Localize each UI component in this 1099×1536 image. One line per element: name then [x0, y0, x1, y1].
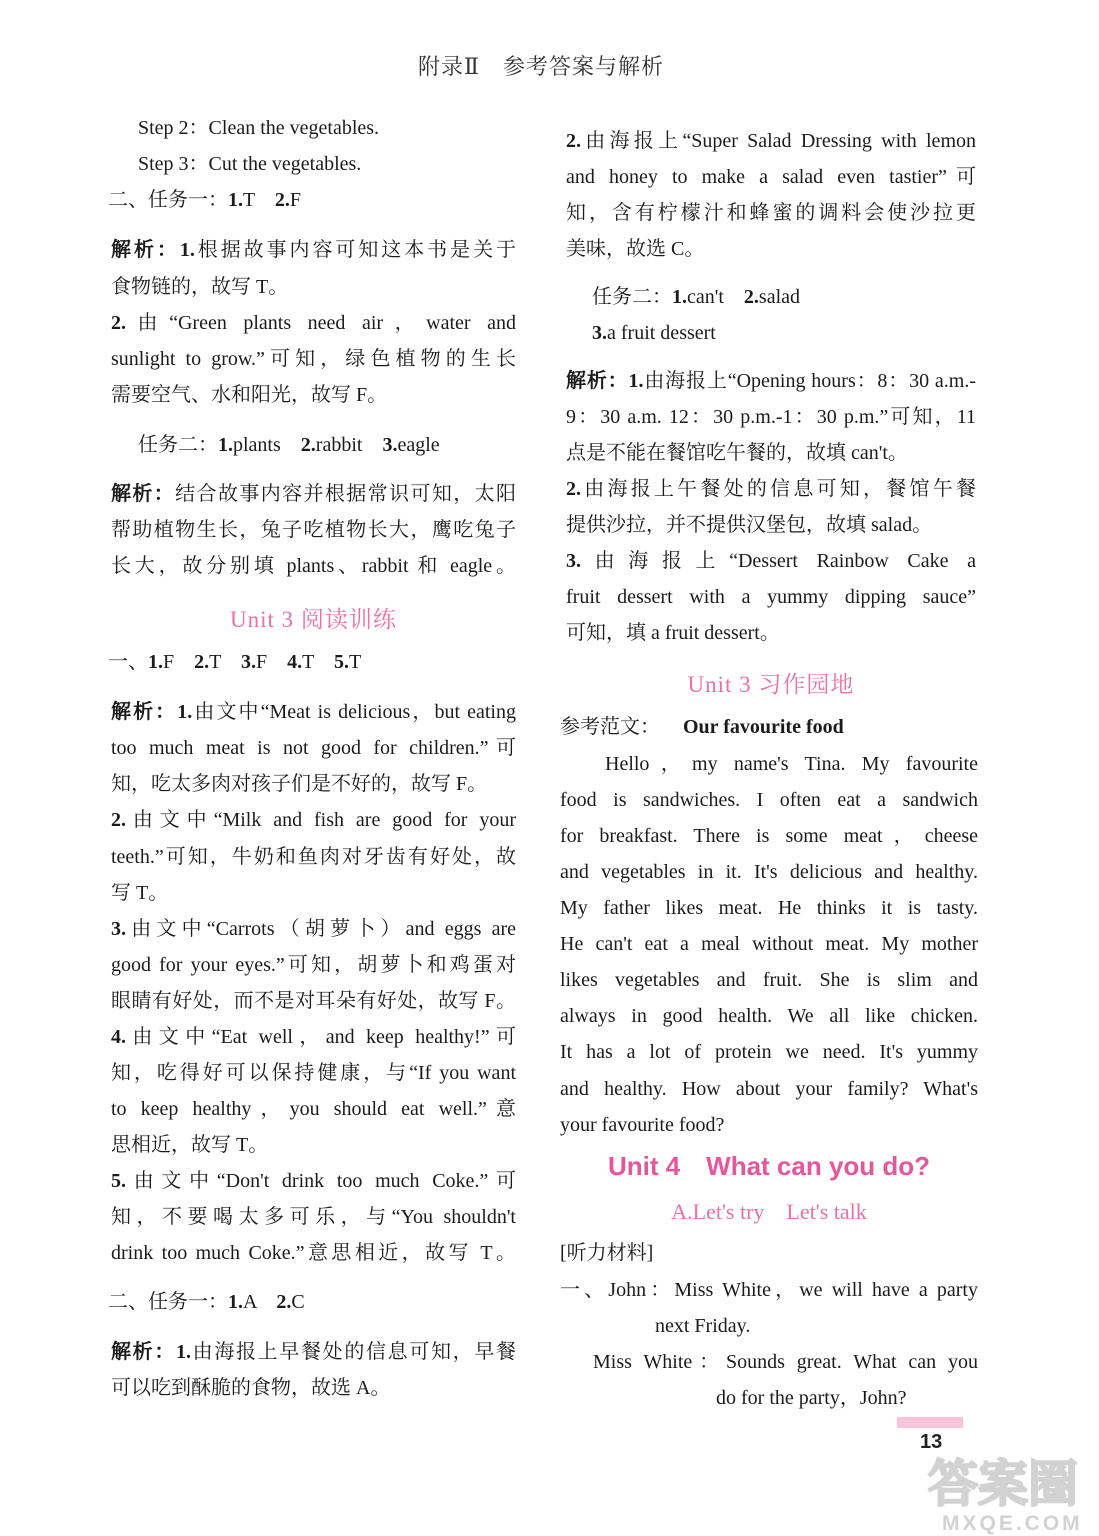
explanation-line: too much meat is not good for children.”可	[111, 737, 516, 759]
item-number: 2.	[276, 1291, 292, 1313]
answer-line: 二、任务一：1.T 2.F	[108, 189, 301, 211]
item-number: 1.	[148, 651, 163, 673]
item-number: 2.	[274, 189, 290, 211]
item-number: 2.	[566, 478, 581, 500]
explanation-line: and honey to make a salad even tastier”可	[566, 166, 976, 188]
explanation-line: 2.由海报上午餐处的信息可知，餐馆午餐	[566, 478, 976, 500]
section-heading-unit3-writing: Unit 3 习作园地	[687, 672, 855, 697]
essay-line: My father likes meat. He thinks it is tasty.	[560, 897, 978, 919]
watermark-site: MXQE.COM	[942, 1512, 1083, 1535]
answer-line: 任务二：1.plants 2.rabbit 3.eagle	[138, 434, 440, 456]
explanation-marker: 解析：	[111, 1341, 176, 1363]
explanation-line: 5.由文中“Don't drink too much Coke.”可	[111, 1170, 516, 1192]
answer-line: 二、任务一：1.A 2.C	[108, 1291, 305, 1313]
item-number: 3.	[382, 434, 398, 456]
explanation-line: 3.由文中“Carrots（胡萝卜）and eggs are	[111, 918, 516, 940]
explanation-line: 思相近，故写 T。	[111, 1134, 269, 1156]
explanation-line: 解析：1.由海报上“Opening hours：8：30 a.m.-	[566, 370, 977, 392]
explanation-line: 美味，故选 C。	[566, 238, 705, 260]
explanation-line: 3.由海报上“Dessert Rainbow Cake a	[566, 550, 976, 572]
explanation-line: 知，不要喝太多可乐，与“You shouldn't	[111, 1206, 516, 1228]
item-number: 2.	[566, 130, 581, 152]
item-number: 1.	[218, 434, 233, 456]
item-number: 2.	[743, 286, 759, 308]
explanation-line: to keep healthy，you should eat well.”意	[111, 1098, 516, 1120]
explanation-line: 长大，故分别填 plants、rabbit 和 eagle。	[111, 555, 516, 577]
dialogue-line: Miss White：Sounds great. What can you	[593, 1351, 978, 1373]
explanation-line: good for your eyes.”可知，胡萝卜和鸡蛋对	[111, 954, 516, 976]
watermark-logo: 答案圈	[928, 1455, 1078, 1513]
unit-heading-unit4: Unit 4 What can you do?	[607, 1151, 931, 1181]
item-number: 1.	[628, 370, 644, 392]
explanation-marker: 解析：	[566, 370, 629, 392]
essay-line: food is sandwiches. I often eat a sandwich	[560, 789, 978, 811]
item-number: 1.	[179, 239, 195, 261]
explanation-line: 点是不能在餐馆吃午餐的，故填 can't。	[566, 442, 908, 464]
item-number: 2.	[300, 434, 316, 456]
item-number: 1.	[228, 189, 243, 211]
item-number: 5.	[111, 1170, 126, 1192]
answer-line: 3.a fruit dessert	[592, 322, 716, 344]
answer-line: Step 3：Cut the vegetables.	[138, 153, 362, 175]
explanation-line: 9：30 a.m. 12：30 p.m.-1：30 p.m.”可知，11	[566, 406, 976, 428]
item-number: 3.	[240, 651, 256, 673]
item-number: 4.	[287, 651, 303, 673]
explanation-line: 解析：1.由海报上早餐处的信息可知，早餐	[111, 1341, 516, 1363]
item-number: 1.	[176, 1341, 191, 1363]
item-number: 1.	[228, 1291, 243, 1313]
explanation-line: 4.由文中“Eat well，and keep healthy!”可	[111, 1026, 516, 1048]
explanation-marker: 解析：	[111, 701, 178, 723]
explanation-line: 知，含有柠檬汁和蜂蜜的调料会使沙拉更	[566, 202, 976, 224]
essay-line: Hello，my name's Tina. My favourite	[605, 753, 978, 775]
explanation-line: drink too much Coke.”意思相近，故写 T。	[111, 1242, 516, 1264]
explanation-line: fruit dessert with a yummy dipping sauce”	[566, 586, 976, 608]
page-number: 13	[920, 1431, 943, 1453]
explanation-line: 写 T。	[111, 882, 169, 904]
essay-line: and healthy. How about your family? What's	[560, 1078, 978, 1100]
section-heading-unit3-reading: Unit 3 阅读训练	[230, 607, 397, 632]
item-number: 2.	[194, 651, 210, 673]
answer-line: 一、1.F 2.T 3.F 4.T 5.T	[108, 651, 362, 673]
explanation-line: 解析：1.由文中“Meat is delicious，but eating	[111, 701, 516, 723]
item-number: 1.	[177, 701, 193, 723]
essay-line: and vegetables in it. It's delicious and healthy.	[560, 861, 978, 883]
answer-line: 任务二：1.can't 2.salad	[592, 286, 801, 308]
running-header: 附录Ⅱ 参考答案与解析	[418, 54, 664, 79]
answer-line: Step 2：Clean the vegetables.	[138, 117, 380, 139]
item-number: 3.	[111, 918, 126, 940]
essay-line: your favourite food?	[560, 1114, 725, 1136]
explanation-line: 2.由文中“Milk and fish are good for your	[111, 809, 516, 831]
item-number: 3.	[566, 550, 581, 572]
essay-line: It has a lot of protein we need. It's yummy	[560, 1041, 978, 1063]
explanation-line: 食物链的，故写 T。	[111, 276, 289, 298]
explanation-line: 2.由“Green plants need air，water and	[111, 312, 516, 334]
page-number-tab	[897, 1417, 963, 1428]
essay-line: He can't eat a meal without meat. My mother	[560, 933, 978, 955]
item-number: 1.	[672, 286, 687, 308]
explanation-line: sunlight to grow.”可知，绿色植物的生长	[111, 348, 516, 370]
explanation-line: 需要空气、水和阳光，故写 F。	[111, 384, 388, 406]
item-number: 5.	[333, 651, 349, 673]
explanation-line: 解析：结合故事内容并根据常识可知，太阳	[111, 483, 517, 505]
essay-line: always in good health. We all like chicken.	[560, 1005, 978, 1027]
essay-line: for breakfast. There is some meat，cheese	[560, 825, 978, 847]
explanation-line: teeth.”可知，牛奶和鱼肉对牙齿有好处，故	[111, 846, 516, 868]
dialogue-line: do for the party，John?	[716, 1387, 907, 1409]
explanation-marker: 解析：	[111, 239, 180, 261]
listening-material-label: [听力材料]	[560, 1242, 654, 1264]
sample-essay-label: 参考范文：	[560, 716, 660, 738]
item-number: 4.	[111, 1026, 126, 1048]
essay-line: likes vegetables and fruit. She is slim and	[560, 969, 978, 991]
explanation-line: 帮助植物生长，兔子吃植物长大，鹰吃兔子	[111, 519, 516, 541]
explanation-marker: 解析：	[111, 483, 176, 505]
dialogue-line: next Friday.	[655, 1315, 751, 1337]
explanation-line: 可以吃到酥脆的食物，故选 A。	[111, 1377, 391, 1399]
explanation-line: 2.由海报上“Super Salad Dressing with lemon	[566, 130, 976, 152]
sample-essay-title: Our favourite food	[683, 716, 844, 738]
item-number: 2.	[111, 312, 126, 334]
explanation-line: 眼睛有好处，而不是对耳朵有好处，故写 F。	[111, 990, 516, 1012]
explanation-line: 解析：1.根据故事内容可知这本书是关于	[111, 239, 517, 261]
lesson-subheading: A.Let's try Let's talk	[671, 1199, 867, 1224]
dialogue-line: 一、John：Miss White，we will have a party	[560, 1279, 978, 1301]
item-number: 3.	[592, 322, 607, 344]
explanation-line: 知，吃太多肉对孩子们是不好的，故写 F。	[111, 773, 488, 795]
explanation-line: 知，吃得好可以保持健康，与“If you want	[111, 1062, 516, 1084]
explanation-line: 可知，填 a fruit dessert。	[566, 622, 780, 644]
item-number: 2.	[111, 809, 126, 831]
explanation-line: 提供沙拉，并不提供汉堡包，故填 salad。	[566, 514, 933, 536]
